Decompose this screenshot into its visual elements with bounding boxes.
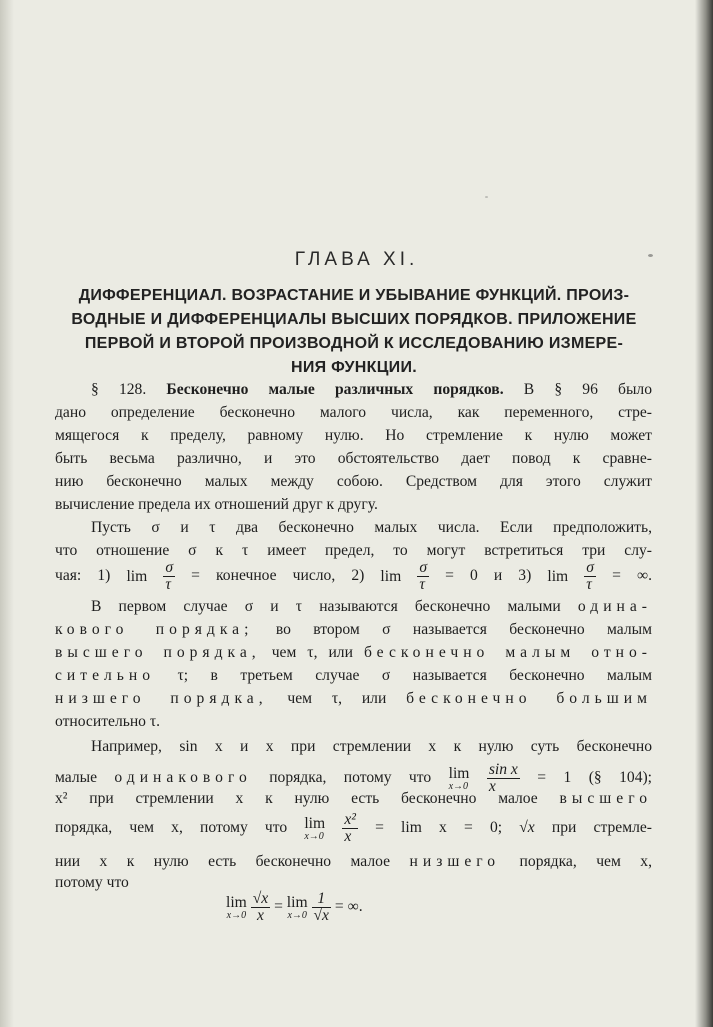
text-line xyxy=(55,598,652,616)
text-span: В § 96 было xyxy=(523,381,653,398)
text-line xyxy=(55,644,652,662)
text-span: порядка, чем x, потому что xyxy=(55,819,288,837)
limit-operator xyxy=(449,765,470,792)
spaced-term: низшего порядка, xyxy=(55,690,268,707)
text-span: В первом случае σ и τ называются бесконечно малыми xyxy=(91,598,561,615)
spaced-term: низшего xyxy=(409,853,501,870)
lim-subscript: x→0 xyxy=(226,910,247,921)
text-span: = lim x = 0; xyxy=(375,819,503,837)
chapter-heading xyxy=(56,284,652,380)
lim-text: lim xyxy=(226,894,247,911)
lim-text: lim xyxy=(547,568,569,585)
final-formula: lim x→0 $\frac{√x}{x}$ = lim x→0 $\frac{1}{√x}$ = ∞. xyxy=(226,890,363,924)
fraction xyxy=(584,560,596,593)
limit-operator xyxy=(304,815,325,842)
text-span: при стремле- xyxy=(551,819,652,837)
text-span: нии x к нулю есть бесконечно малое xyxy=(55,853,391,870)
text-line xyxy=(55,381,652,399)
text-line: мящегося к пределу, равному нулю. Но стремление к нулю может xyxy=(55,427,652,444)
numerator: x² xyxy=(344,811,356,828)
text-span: порядка, чем x, xyxy=(519,853,652,870)
denominator: x xyxy=(251,907,270,924)
spaced-term: одина- xyxy=(577,598,652,615)
denominator: √x xyxy=(313,907,329,924)
limit-operator xyxy=(380,568,401,585)
spaced-term: кового порядка; xyxy=(55,621,254,638)
numerator: 1 xyxy=(317,890,326,907)
example-line-2 xyxy=(55,812,652,845)
numerator: σ xyxy=(165,559,174,576)
text-line: вычисление предела их отношений друг к другу. xyxy=(55,496,378,513)
text-line xyxy=(55,667,652,685)
text-line: быть весьма различно, и это обстоятельство дает повод к сравне- xyxy=(55,450,652,467)
text-line xyxy=(55,853,652,871)
text-span: малые xyxy=(55,769,97,787)
text-span: τ; в третьем случае σ называется бесконечно малым xyxy=(177,667,652,684)
lim-text: lim xyxy=(286,894,308,911)
heading-line: ПЕРВОЙ И ВТОРОЙ ПРОИЗВОДНОЙ К ИССЛЕДОВАНИЮ ИЗМЕРЕ- xyxy=(84,335,624,352)
text-span: чая: 1) xyxy=(55,567,111,585)
fraction xyxy=(417,560,429,593)
text-line: дано определение бесконечно малого числа, как переменного, стре- xyxy=(55,404,652,421)
text-line: что отношение σ к τ имеет предел, то могут встретиться три слу- xyxy=(55,542,652,559)
denominator: x xyxy=(342,828,358,845)
denominator: τ xyxy=(417,576,429,593)
fraction xyxy=(312,891,331,924)
spaced-term: одинакового xyxy=(114,769,252,787)
lim-subscript: x→0 xyxy=(448,781,469,792)
limit-operator xyxy=(287,894,308,921)
lim-text: lim xyxy=(304,815,326,832)
text-line xyxy=(55,790,652,808)
lim-subscript: x→0 xyxy=(287,910,307,921)
fraction xyxy=(251,891,270,924)
text-line: потому что xyxy=(55,874,129,891)
text-span: x² при стремлении x к нулю есть бесконечно малое xyxy=(55,790,538,807)
heading-line: ДИФФЕРЕНЦИАЛ. ВОЗРАСТАНИЕ И УБЫВАНИЕ ФУНКЦИЙ. ПРОИЗ- xyxy=(78,287,630,304)
denominator: τ xyxy=(163,576,175,593)
text-line xyxy=(55,621,652,639)
spaced-term: бесконечно большим xyxy=(406,690,652,707)
heading-line: ВОДНЫЕ И ДИФФЕРЕНЦИАЛЫ ВЫСШИХ ПОРЯДКОВ. ПРИЛОЖЕНИЕ xyxy=(71,311,637,328)
text-span: = конечное число, 2) xyxy=(191,567,365,585)
section-number: § 128. xyxy=(91,381,147,398)
spaced-term: бесконечно малым отно- xyxy=(363,644,652,661)
numerator: σ xyxy=(586,559,594,576)
text-line: Пусть σ и τ два бесконечно малых числа. Если предположить, xyxy=(91,519,652,536)
spaced-term: сительно xyxy=(55,667,156,684)
lim-text: lim xyxy=(448,765,470,782)
spaced-term: высшего порядка, xyxy=(55,644,261,661)
denominator: τ xyxy=(584,576,596,593)
lim-subscript: x→0 xyxy=(304,831,324,842)
numerator: sin x xyxy=(488,761,518,778)
text-span: = 0 и 3) xyxy=(445,567,532,585)
limit-operator xyxy=(126,568,147,585)
sqrt-x: √x xyxy=(519,819,535,837)
text-span: порядка, потому что xyxy=(269,769,432,787)
fraction xyxy=(342,812,358,845)
numerator: σ xyxy=(419,559,428,576)
text-line: нию бесконечно малых между собою. Средством для этого служит xyxy=(55,473,652,490)
text-span: во втором σ называется бесконечно малым xyxy=(275,621,652,638)
text-span: = ∞. xyxy=(612,567,652,585)
limit-operator xyxy=(547,568,568,585)
text-span: чем τ, или xyxy=(287,690,387,707)
spaced-term: высшего xyxy=(559,790,652,807)
lim-text: lim xyxy=(380,568,402,585)
text-span: = ∞. xyxy=(334,898,363,916)
numerator: √x xyxy=(252,890,269,907)
cases-line xyxy=(55,560,652,593)
text-line: Например, sin x и x при стремлении x к нулю суть бесконечно xyxy=(91,738,652,755)
text-span: чем τ, или xyxy=(271,644,353,661)
page-edge-shadow-right xyxy=(695,0,713,1027)
text-line xyxy=(55,690,652,708)
fraction xyxy=(163,560,175,593)
text-span: = 1 (§ 104); xyxy=(537,769,653,787)
denominator: x xyxy=(487,778,520,795)
lim-text: lim xyxy=(126,568,148,585)
section-title: Бесконечно малые различных порядков. xyxy=(166,381,504,398)
chapter-title: ГЛАВА XI. xyxy=(294,249,419,270)
text-line: относительно τ. xyxy=(55,713,161,730)
paper-speck xyxy=(485,196,488,198)
page-edge-shadow-left xyxy=(0,0,14,1027)
heading-line: НИЯ ФУНКЦИИ. xyxy=(290,359,418,376)
limit-operator xyxy=(226,894,247,921)
